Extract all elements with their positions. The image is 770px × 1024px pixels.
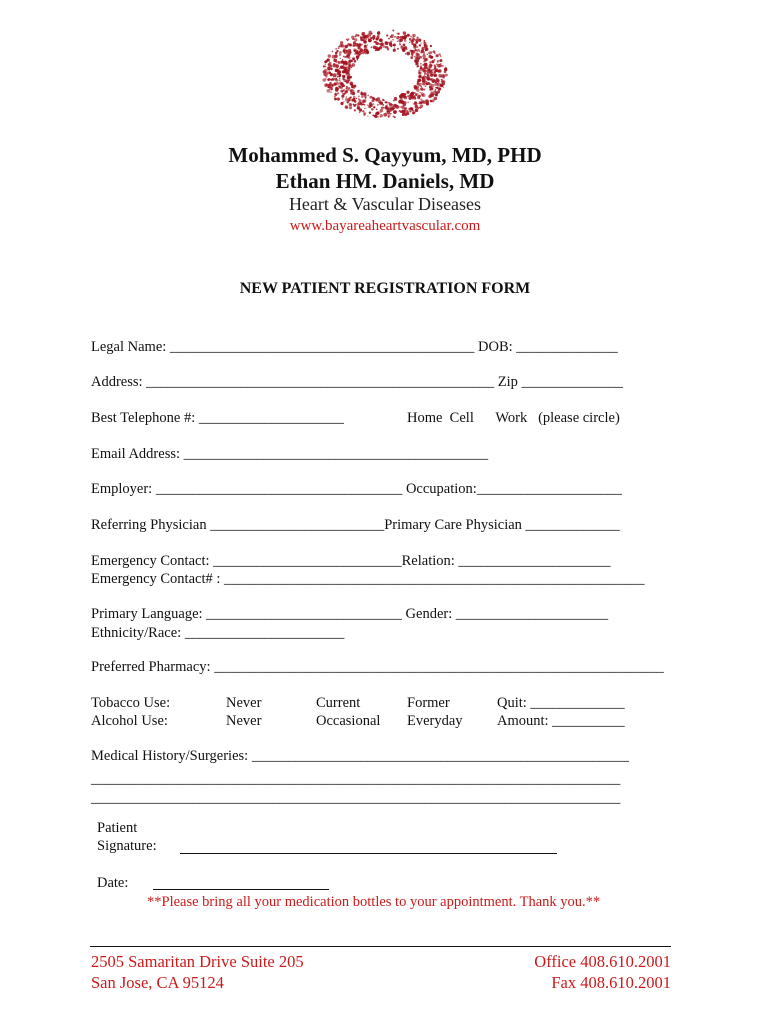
date-line[interactable] [153,889,329,890]
language-gender-field[interactable]: Primary Language: ___________________________ Gender: _____________________ [91,606,609,622]
patient-label: Patient [97,820,138,836]
alcohol-everyday-option[interactable]: Everyday [407,713,463,729]
email-field[interactable]: Email Address: __________________________________________ [91,446,489,462]
physician-field[interactable]: Referring Physician ________________________Primary Care Physician _____________ [91,517,620,533]
footer-address-line-2: San Jose, CA 95124 [91,973,224,992]
doctor-name-1: Mohammed S. Qayyum, MD, PHD [228,143,542,167]
telephone-field[interactable]: Best Telephone #: ____________________ [91,410,344,426]
signature-line[interactable] [180,853,557,854]
phone-type-options[interactable]: Home Cell Work (please circle) [407,410,620,426]
alcohol-occasional-option[interactable]: Occasional [316,713,381,729]
emergency-contact-field[interactable]: Emergency Contact: __________________________Relation: _____________________ [91,553,611,569]
medication-note: **Please bring all your medication bottles to your appointment. Thank you.** [147,894,601,910]
form-title: NEW PATIENT REGISTRATION FORM [239,280,531,297]
pharmacy-field[interactable]: Preferred Pharmacy: ______________________________________________________________ [91,659,664,675]
logo-ring-icon [310,24,460,124]
legal-name-dob-field[interactable]: Legal Name: __________________________________________ DOB: ______________ [91,339,618,355]
medical-history-line-2[interactable]: _________________________________________________________________________ [91,790,621,806]
office-phone: Office 408.610.2001 [534,952,671,971]
date-label: Date: [97,875,129,891]
alcohol-label: Alcohol Use: [91,713,168,729]
emergency-number-field[interactable]: Emergency Contact# : __________________________________________________________ [91,571,645,587]
footer-divider [90,946,671,947]
employer-occupation-field[interactable]: Employer: __________________________________ Occupation:____________________ [91,481,622,497]
fax-number: Fax 408.610.2001 [551,973,671,992]
specialty: Heart & Vascular Diseases [288,194,482,214]
footer-address-line-1: 2505 Samaritan Drive Suite 205 [91,952,304,971]
doctor-name-2: Ethan HM. Daniels, MD [275,169,495,193]
address-zip-field[interactable]: Address: ________________________________________________ Zip ______________ [91,374,624,390]
tobacco-label: Tobacco Use: [91,695,171,711]
signature-label: Signature: [97,838,157,854]
medical-history-line-1[interactable]: _________________________________________________________________________ [91,771,621,787]
alcohol-amount-field[interactable]: Amount: __________ [497,713,625,729]
alcohol-never-option[interactable]: Never [226,713,262,729]
ethnicity-field[interactable]: Ethnicity/Race: ______________________ [91,625,345,641]
website-link[interactable]: www.bayareaheartvascular.com [289,218,481,234]
tobacco-quit-field[interactable]: Quit: _____________ [497,695,625,711]
tobacco-former-option[interactable]: Former [407,695,450,711]
tobacco-current-option[interactable]: Current [316,695,361,711]
medical-history-field[interactable]: Medical History/Surgeries: ____________________________________________________ [91,748,629,764]
tobacco-never-option[interactable]: Never [226,695,262,711]
